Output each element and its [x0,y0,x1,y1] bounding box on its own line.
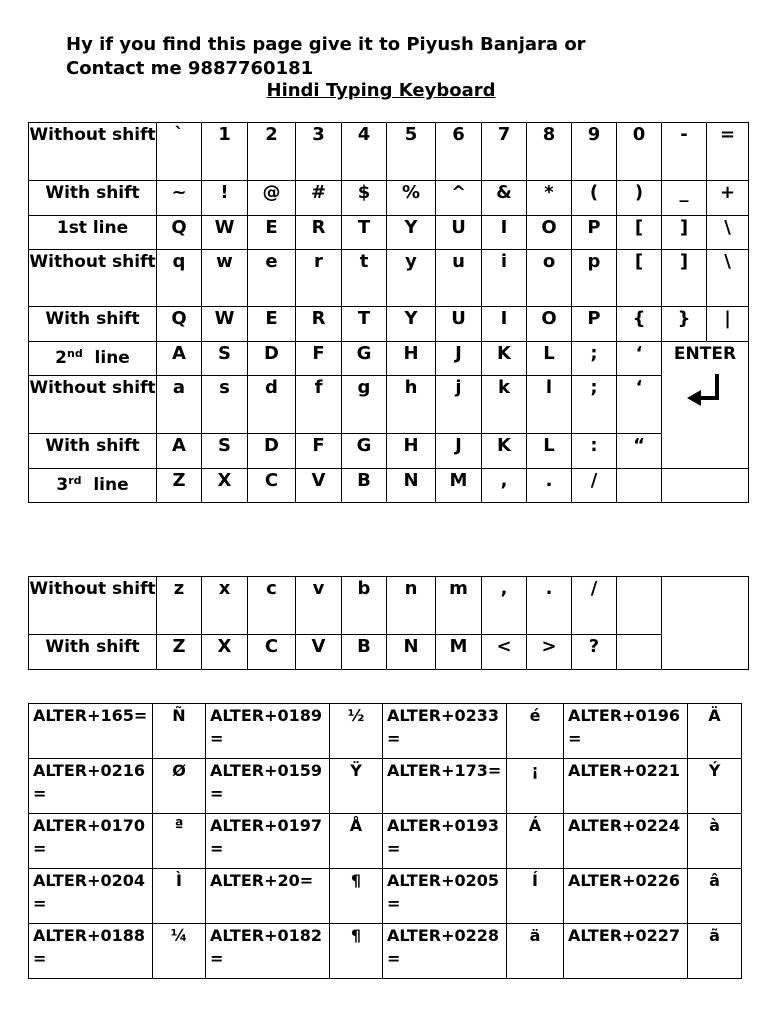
row-line3-header [29,469,749,503]
alt-code: ALTER+165= [29,704,153,759]
key-cell: g [342,376,387,434]
label-ordinal: rd [68,474,82,487]
key-cell: Y [387,307,436,342]
key-cell: t [342,250,387,307]
label-number: 2 [55,348,67,368]
alt-character: ¶ [330,869,383,924]
key-cell: e [248,250,296,307]
alt-code: ALTER+0205= [383,869,507,924]
alt-code: ALTER+0182= [206,924,330,979]
alt-character: ¡ [507,759,564,814]
key-cell: B [342,635,387,670]
row-label [29,342,157,376]
label-text: line [94,348,130,368]
enter-key [662,342,749,469]
alt-code: ALTER+0197= [206,814,330,869]
key-cell: H [387,434,436,469]
key-cell: < [482,635,527,670]
key-cell: , [482,469,527,503]
label-number: 3 [56,475,69,495]
key-cell: 0 [617,123,662,181]
key-cell: W [202,216,248,250]
key-cell: V [296,635,342,670]
key-cell: E [248,216,296,250]
alt-code: ALTER+0204= [29,869,153,924]
key-cell: b [342,577,387,635]
alt-code-table [28,703,742,979]
alt-character: ¶ [330,924,383,979]
key-cell: = [707,123,749,181]
key-cell: \ [707,250,749,307]
key-cell: F [296,342,342,376]
key-cell: f [296,376,342,434]
key-cell: H [387,342,436,376]
key-cell: T [342,216,387,250]
key-cell: \ [707,216,749,250]
alt-code: ALTER+0170= [29,814,153,869]
key-cell: 6 [436,123,482,181]
key-cell: ) [617,181,662,216]
key-cell: Y [387,216,436,250]
key-cell: A [157,342,202,376]
key-cell: F [296,434,342,469]
alt-code: ALTER+0227 [564,924,688,979]
key-cell: D [248,434,296,469]
row-label: Without shift [29,577,157,635]
alt-character: â [688,869,742,924]
key-cell: x [202,577,248,635]
key-cell: I [482,307,527,342]
key-cell: C [248,635,296,670]
key-cell: T [342,307,387,342]
row-label: With shift [29,434,157,469]
key-cell: R [296,216,342,250]
key-cell: { [617,307,662,342]
alt-code-row [29,759,742,814]
row-line1-header [29,216,749,250]
key-cell: | [707,307,749,342]
alt-character: à [688,814,742,869]
key-cell: Q [157,216,202,250]
key-cell: M [436,469,482,503]
key-cell: ; [572,376,617,434]
key-cell: y [387,250,436,307]
key-cell: l [527,376,572,434]
key-cell: . [527,469,572,503]
enter-arrow-icon [685,372,725,408]
key-cell: # [296,181,342,216]
alt-code-row [29,814,742,869]
key-cell: : [572,434,617,469]
key-cell: D [248,342,296,376]
key-cell: S [202,342,248,376]
key-cell: + [707,181,749,216]
key-cell: v [296,577,342,635]
page-title: Hindi Typing Keyboard [266,80,496,101]
row-label: With shift [29,635,157,670]
key-cell: z [157,577,202,635]
key-cell: R [296,307,342,342]
key-cell: p [572,250,617,307]
key-cell: $ [342,181,387,216]
key-cell: A [157,434,202,469]
alt-code: ALTER+0221 [564,759,688,814]
key-cell: . [527,577,572,635]
empty-cell [662,469,749,503]
key-cell: O [527,216,572,250]
alt-character: Í [507,869,564,924]
key-cell: ] [662,250,707,307]
key-cell: d [248,376,296,434]
row-line3-with-shift [29,635,749,670]
key-cell: X [202,469,248,503]
key-cell: B [342,469,387,503]
alt-code-row [29,704,742,759]
key-cell: c [248,577,296,635]
key-cell: , [482,577,527,635]
key-cell: N [387,635,436,670]
key-cell: U [436,307,482,342]
key-cell: 2 [248,123,296,181]
row-number-without-shift [29,123,749,181]
alt-character: ª [153,814,206,869]
alt-code: ALTER+0224 [564,814,688,869]
key-cell: s [202,376,248,434]
key-cell: ~ [157,181,202,216]
key-cell: Q [157,307,202,342]
key-cell: i [482,250,527,307]
row-line1-without-shift [29,250,749,307]
key-cell: 3 [296,123,342,181]
row-label [29,469,157,503]
row-label: 1st line [29,216,157,250]
empty-cell [662,577,749,670]
key-cell: J [436,434,482,469]
key-cell: ^ [436,181,482,216]
row-label: Without shift [29,376,157,434]
label-ordinal: nd [66,347,83,360]
keyboard-table-main [28,122,749,503]
alt-code: ALTER+0159= [206,759,330,814]
key-cell: ‘ [617,342,662,376]
key-cell: P [572,216,617,250]
key-cell: j [436,376,482,434]
row-label: With shift [29,181,157,216]
key-cell: a [157,376,202,434]
alt-character: ¼ [153,924,206,979]
alt-code: ALTER+0216= [29,759,153,814]
alt-code: ALTER+20= [206,869,330,924]
key-cell: U [436,216,482,250]
alt-character: Å [330,814,383,869]
key-cell: 1 [202,123,248,181]
key-cell: E [248,307,296,342]
label-text: line [93,475,129,495]
key-cell: I [482,216,527,250]
alt-character: ½ [330,704,383,759]
key-cell: / [572,577,617,635]
row-line2-header [29,342,749,376]
key-cell: m [436,577,482,635]
key-cell: k [482,376,527,434]
alt-code: ALTER+0188= [29,924,153,979]
keyboard-table-line3 [28,576,749,670]
key-cell: V [296,469,342,503]
key-cell: n [387,577,436,635]
key-cell: L [527,434,572,469]
key-cell: 7 [482,123,527,181]
key-cell: K [482,434,527,469]
key-cell: [ [617,216,662,250]
row-label: Without shift [29,123,157,181]
key-cell: X [202,635,248,670]
alt-character: Ì [153,869,206,924]
alt-character: Ñ [153,704,206,759]
row-line3-without-shift [29,577,749,635]
key-cell: C [248,469,296,503]
key-cell: P [572,307,617,342]
key-cell: h [387,376,436,434]
key-cell: % [387,181,436,216]
key-cell: K [482,342,527,376]
alt-character: Ä [688,704,742,759]
empty-cell [617,635,662,670]
alt-code: ALTER+0233= [383,704,507,759]
alt-character: ã [688,924,742,979]
key-cell: O [527,307,572,342]
alt-code: ALTER+0189= [206,704,330,759]
key-cell: W [202,307,248,342]
key-cell: M [436,635,482,670]
alt-character: Ý [688,759,742,814]
row-number-with-shift [29,181,749,216]
key-cell: 8 [527,123,572,181]
key-cell: / [572,469,617,503]
alt-code: ALTER+173= [383,759,507,814]
alt-character: Ÿ [330,759,383,814]
key-cell: @ [248,181,296,216]
key-cell: q [157,250,202,307]
key-cell: } [662,307,707,342]
key-cell: [ [617,250,662,307]
key-cell: Z [157,469,202,503]
alt-code-row [29,869,742,924]
key-cell: 4 [342,123,387,181]
key-cell: 5 [387,123,436,181]
alt-code: ALTER+0226 [564,869,688,924]
row-line2-with-shift [29,434,749,469]
alt-character: Á [507,814,564,869]
alt-code: ALTER+0228= [383,924,507,979]
key-cell: G [342,342,387,376]
alt-character: ä [507,924,564,979]
key-cell: ] [662,216,707,250]
key-cell: S [202,434,248,469]
key-cell: “ [617,434,662,469]
key-cell: Z [157,635,202,670]
key-cell: * [527,181,572,216]
alt-character: é [507,704,564,759]
alt-character: Ø [153,759,206,814]
row-label: Without shift [29,250,157,307]
alt-code: ALTER+0193= [383,814,507,869]
alt-code: ALTER+0196= [564,704,688,759]
key-cell: 9 [572,123,617,181]
key-cell: J [436,342,482,376]
key-cell: ‘ [617,376,662,434]
key-cell: - [662,123,707,181]
key-cell: w [202,250,248,307]
enter-label: ENTER [673,344,737,364]
key-cell: ? [572,635,617,670]
key-cell: > [527,635,572,670]
key-cell: & [482,181,527,216]
key-cell: ( [572,181,617,216]
key-cell: ; [572,342,617,376]
key-cell: u [436,250,482,307]
row-line2-without-shift [29,376,749,434]
key-cell: o [527,250,572,307]
empty-cell [617,577,662,635]
row-label: With shift [29,307,157,342]
page-header [66,33,726,81]
key-cell: L [527,342,572,376]
header-line-2: Contact me 9887760181 [66,58,314,79]
row-line1-with-shift [29,307,749,342]
key-cell: ! [202,181,248,216]
key-cell: _ [662,181,707,216]
alt-code-row [29,924,742,979]
key-cell: G [342,434,387,469]
header-line-1: Hy if you find this page give it to Piyush Banjara or [66,34,586,55]
key-cell: r [296,250,342,307]
empty-cell [617,469,662,503]
key-cell: ` [157,123,202,181]
key-cell: N [387,469,436,503]
